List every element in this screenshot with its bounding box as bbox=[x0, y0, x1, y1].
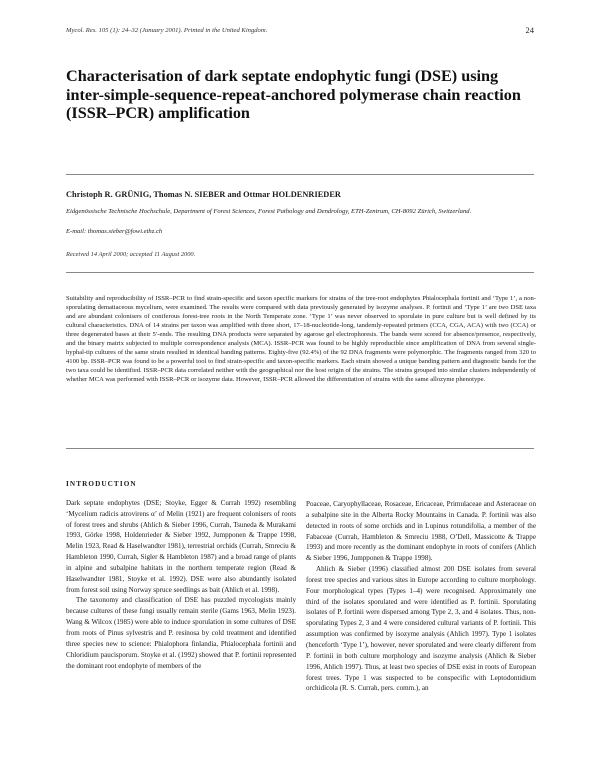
abstract-bottom-divider bbox=[66, 448, 534, 449]
running-head bbox=[66, 27, 534, 34]
body-paragraph: Dark septate endophytes (DSE; Stoyke, Egger & Currah 1992) resembling ‘Mycelium radicis atrovirens α’ of Melin (1921) are frequent colonisers of roots of forest trees and shrubs (Ahlich & Sieber 1996, Currah, Tsuneda & Murakami 1993, Görke 1998, Holdenrieder & Sieber 1992, Jumpponen & Trappe 1998, Melin 1923, Read & Haselwandter 1981), terrestrial orchids (Currah, Smreciu & Hambleton 1990, Currah, Sigler & Hambleton 1987) and a broad range of plants in alpine and subalpine habitats in the northern temperate region (Read & Haselwandter 1981, Stoyke et al. 1992). DSE were also abundantly isolated from forest soil using Norway spruce seedlings as bait (Ahlich et al. 1998). bbox=[66, 498, 296, 594]
corresponding-email: E-mail: thomas.sieber@fowi.ethz.ch bbox=[66, 228, 163, 235]
article-title: Characterisation of dark septate endophytic fungi (DSE) using inter-simple-sequence-repeat-anchored polymerase chain reaction (ISSR–PCR) amplification bbox=[66, 67, 521, 122]
received-dates: Received 14 April 2000; accepted 11 August 2000. bbox=[66, 251, 196, 258]
body-left-column bbox=[66, 479, 296, 671]
abstract-top-divider bbox=[66, 272, 534, 273]
body-paragraph: Poaceae, Caryophyllaceae, Rosaceae, Ericaceae, Primulaceae and Asteraceae on a subalpine site in the Alberta Rocky Mountains in Canada. P. fortinii was also detected in roots of some orchids and in Lupinus rotundifolia, a member of the Fabaceae (Currah, Hambleton & Smreciu 1988, O’Dell, Massicotte & Trappe 1993) and more recently as the dominant endophyte in roots of conifers (Ahlich & Sieber 1996, Jumpponen & Trappe 1998). bbox=[306, 500, 536, 563]
author-list: Christoph R. GRÜNIG, Thomas N. SIEBER and Ottmar HOLDENRIEDER bbox=[66, 190, 341, 199]
body-paragraph: Ahlich & Sieber (1996) classified almost 200 DSE isolates from several forest tree species and various sites in Europe according to culture morphology. Four morphological types (Types 1–4) were recognised. Approximately one third of the isolates sporulated and were identified as P. fortinii. Sporulating isolates of P. fortinii were dispersed among Type 2, 3, and 4 isolates. Thus, non-sporulating Types 2, 3 and 4 were considered cultural variants of P. fortinii. This assumption was confirmed by isozyme analysis (Ahlich 1997). Type 1 isolates (henceforth ‘Type 1’), however, never sporulated and were clearly different from P. fortinii in both culture morphology and isozyme analysis (Ahlich & Sieber 1996, Ahlich 1997). Thus, at least two species of DSE exist in roots of European forest trees. Type 1 was suspected to be conspecific with Leptodontidium orchidicola (R. S. Currah, pers. comm.), an bbox=[306, 565, 536, 693]
section-heading-introduction: INTRODUCTION bbox=[66, 480, 137, 488]
body-paragraph: The taxonomy and classification of DSE has puzzled mycologists mainly because cultures of these fungi usually remain sterile (Gams 1963, Melin 1923). Wang & Wilcox (1985) were able to induce sporulation in some cultures of DSE from roots of Pinus sylvestris and P. resinosa by cold treatment and identified three species new to science: Phialophora finlandia, Phialocephala fortinii and Chloridium paucisporum. Stoyke et al. (1992) showed that P. fortinii represented the dominant root endophyte of members of the bbox=[66, 596, 296, 670]
running-head-citation: Mycol. Res. 105 (1): 24–32 (January 2001). Printed in the United Kingdom. bbox=[66, 27, 268, 34]
body-right-column bbox=[306, 499, 536, 694]
title-divider bbox=[66, 174, 534, 175]
author-affiliation: Eidgenössische Technische Hochschule, Department of Forest Sciences, Forest Pathology and Dendrology, ETH-Zentrum, CH-8092 Zürich, Switzerland. bbox=[66, 208, 472, 215]
page-number: 24 bbox=[525, 25, 534, 35]
abstract-text: Suitability and reproducibility of ISSR–PCR to find strain-specific and taxon specific markers for strains of the tree-root endophytes Phialocephala fortinii and ‘Type 1’, a non-sporulating dematiaceous mycelium, were examined. The results were compared with data previously generated by isozyme analyses. P. fortinii and ‘Type 1’ are two DSE taxa and are abundant colonisers of coniferous forest-tree roots in the North Temperate zone. ‘Type 1’ was never observed to sporulate in pure culture but is well defined by its cultural characteristics. DNA of 14 strains per taxon was amplified with three short, 17–18-nucleotide-long, tandemly-repeated primers (CCA, CGA, ACA) with two (CCA) or three degenerated bases at their 5′-ends. The resulting DNA products were separated by agarose gel electrophoresis. The bands were scored for absence/presence, respectively, and the binary matrix subjected to multiple correspondence analysis (MCA). ISSR–PCR was found to be highly reproducible since amplification of DNA from several single-hyphal-tip cultures of the same strain resulted in identical banding patterns. Eighty-five (92.4%) of the 92 DNA fragments were polymorphic. The fragments ranged from 320 to 4100 bp. ISSR–PCR was found to be a powerful tool to find strain-specific and taxon-specific markers. Each strain showed a unique banding pattern and diagnostic bands for the two taxa could be identified. ISSR–PCR data correlated neither with the geographical nor the host origin of the strains. The strains grouped into similar clusters independently of whether MCA was performed with ISSR–PCR or isozyme data. However, ISSR–PCR allowed the differentiation of strains with the same allozyme phenotype. bbox=[66, 295, 536, 383]
